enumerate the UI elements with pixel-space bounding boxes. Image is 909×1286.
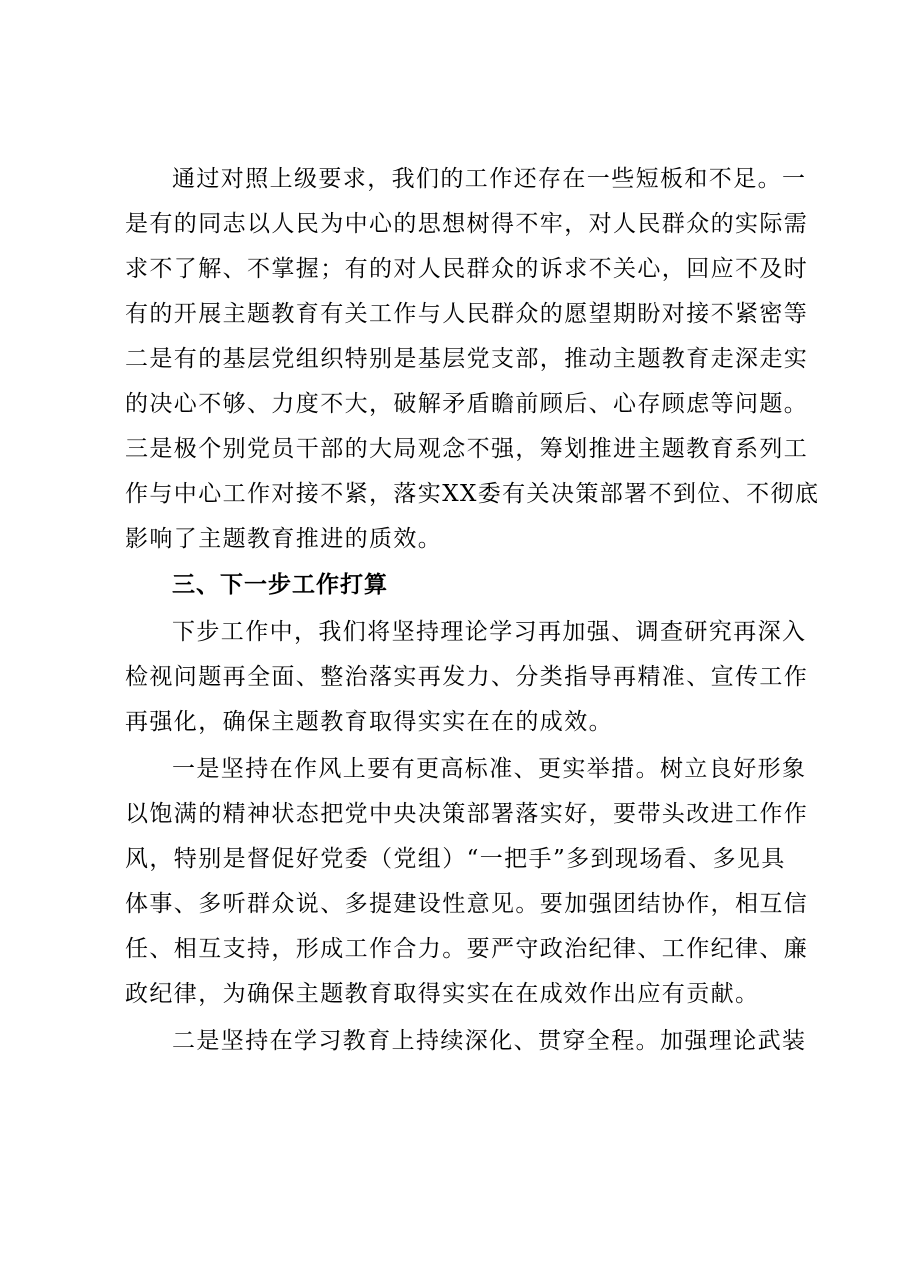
paragraph-1-line-3: 求不了解、不掌握；有的对人民群众的诉求不关心，回应不及时 (125, 256, 809, 282)
section-heading: 三、下一步工作打算 (172, 572, 388, 598)
paragraph-2-line-2: 检视问题再全面、整治落实再发力、分类指导再精准、宣传工作 (125, 664, 809, 690)
paragraph-1-line-1: 通过对照上级要求，我们的工作还存在一些短板和不足。一 (172, 166, 807, 192)
paragraph-3-line-2: 以饱满的精神状态把党中央决策部署落实好，要带头改进工作作 (125, 801, 809, 827)
paragraph-1-line-5: 二是有的基层党组织特别是基层党支部，推动主题教育走深走实 (125, 346, 809, 372)
paragraph-3-line-1: 一是坚持在作风上要有更高标准、更实举措。树立良好形象 (172, 756, 807, 782)
paragraph-3-line-4: 体事、多听群众说、多提建设性意见。要加强团结协作，相互信 (125, 891, 809, 917)
paragraph-1-line-8: 作与中心工作对接不紧，落实XX委有关决策部署不到位、不彻底 (125, 481, 820, 507)
paragraph-1-line-9: 影响了主题教育推进的质效。 (125, 526, 443, 552)
paragraph-1-line-7: 三是极个别党员干部的大局观念不强，筹划推进主题教育系列工 (125, 436, 809, 462)
paragraph-3-line-3: 风，特别是督促好党委（党组）“一把手”多到现场看、多见具 (125, 846, 786, 872)
paragraph-2-line-3: 再强化，确保主题教育取得实实在在的成效。 (125, 709, 613, 735)
paragraph-1-line-2: 是有的同志以人民为中心的思想树得不牢，对人民群众的实际需 (125, 211, 809, 237)
paragraph-4-line-1: 二是坚持在学习教育上持续深化、贯穿全程。加强理论武装 (172, 1028, 807, 1054)
paragraph-1-line-4: 有的开展主题教育有关工作与人民群众的愿望期盼对接不紧密等 (125, 301, 809, 327)
paragraph-3-line-6: 政纪律，为确保主题教育取得实实在在成效作出应有贡献。 (125, 981, 760, 1007)
paragraph-1-line-6: 的决心不够、力度不大，破解矛盾瞻前顾后、心存顾虑等问题。 (125, 391, 809, 417)
paragraph-3-line-5: 任、相互支持，形成工作合力。要严守政治纪律、工作纪律、廉 (125, 936, 809, 962)
paragraph-2-line-1: 下步工作中，我们将坚持理论学习再加强、调查研究再深入 (172, 619, 807, 645)
